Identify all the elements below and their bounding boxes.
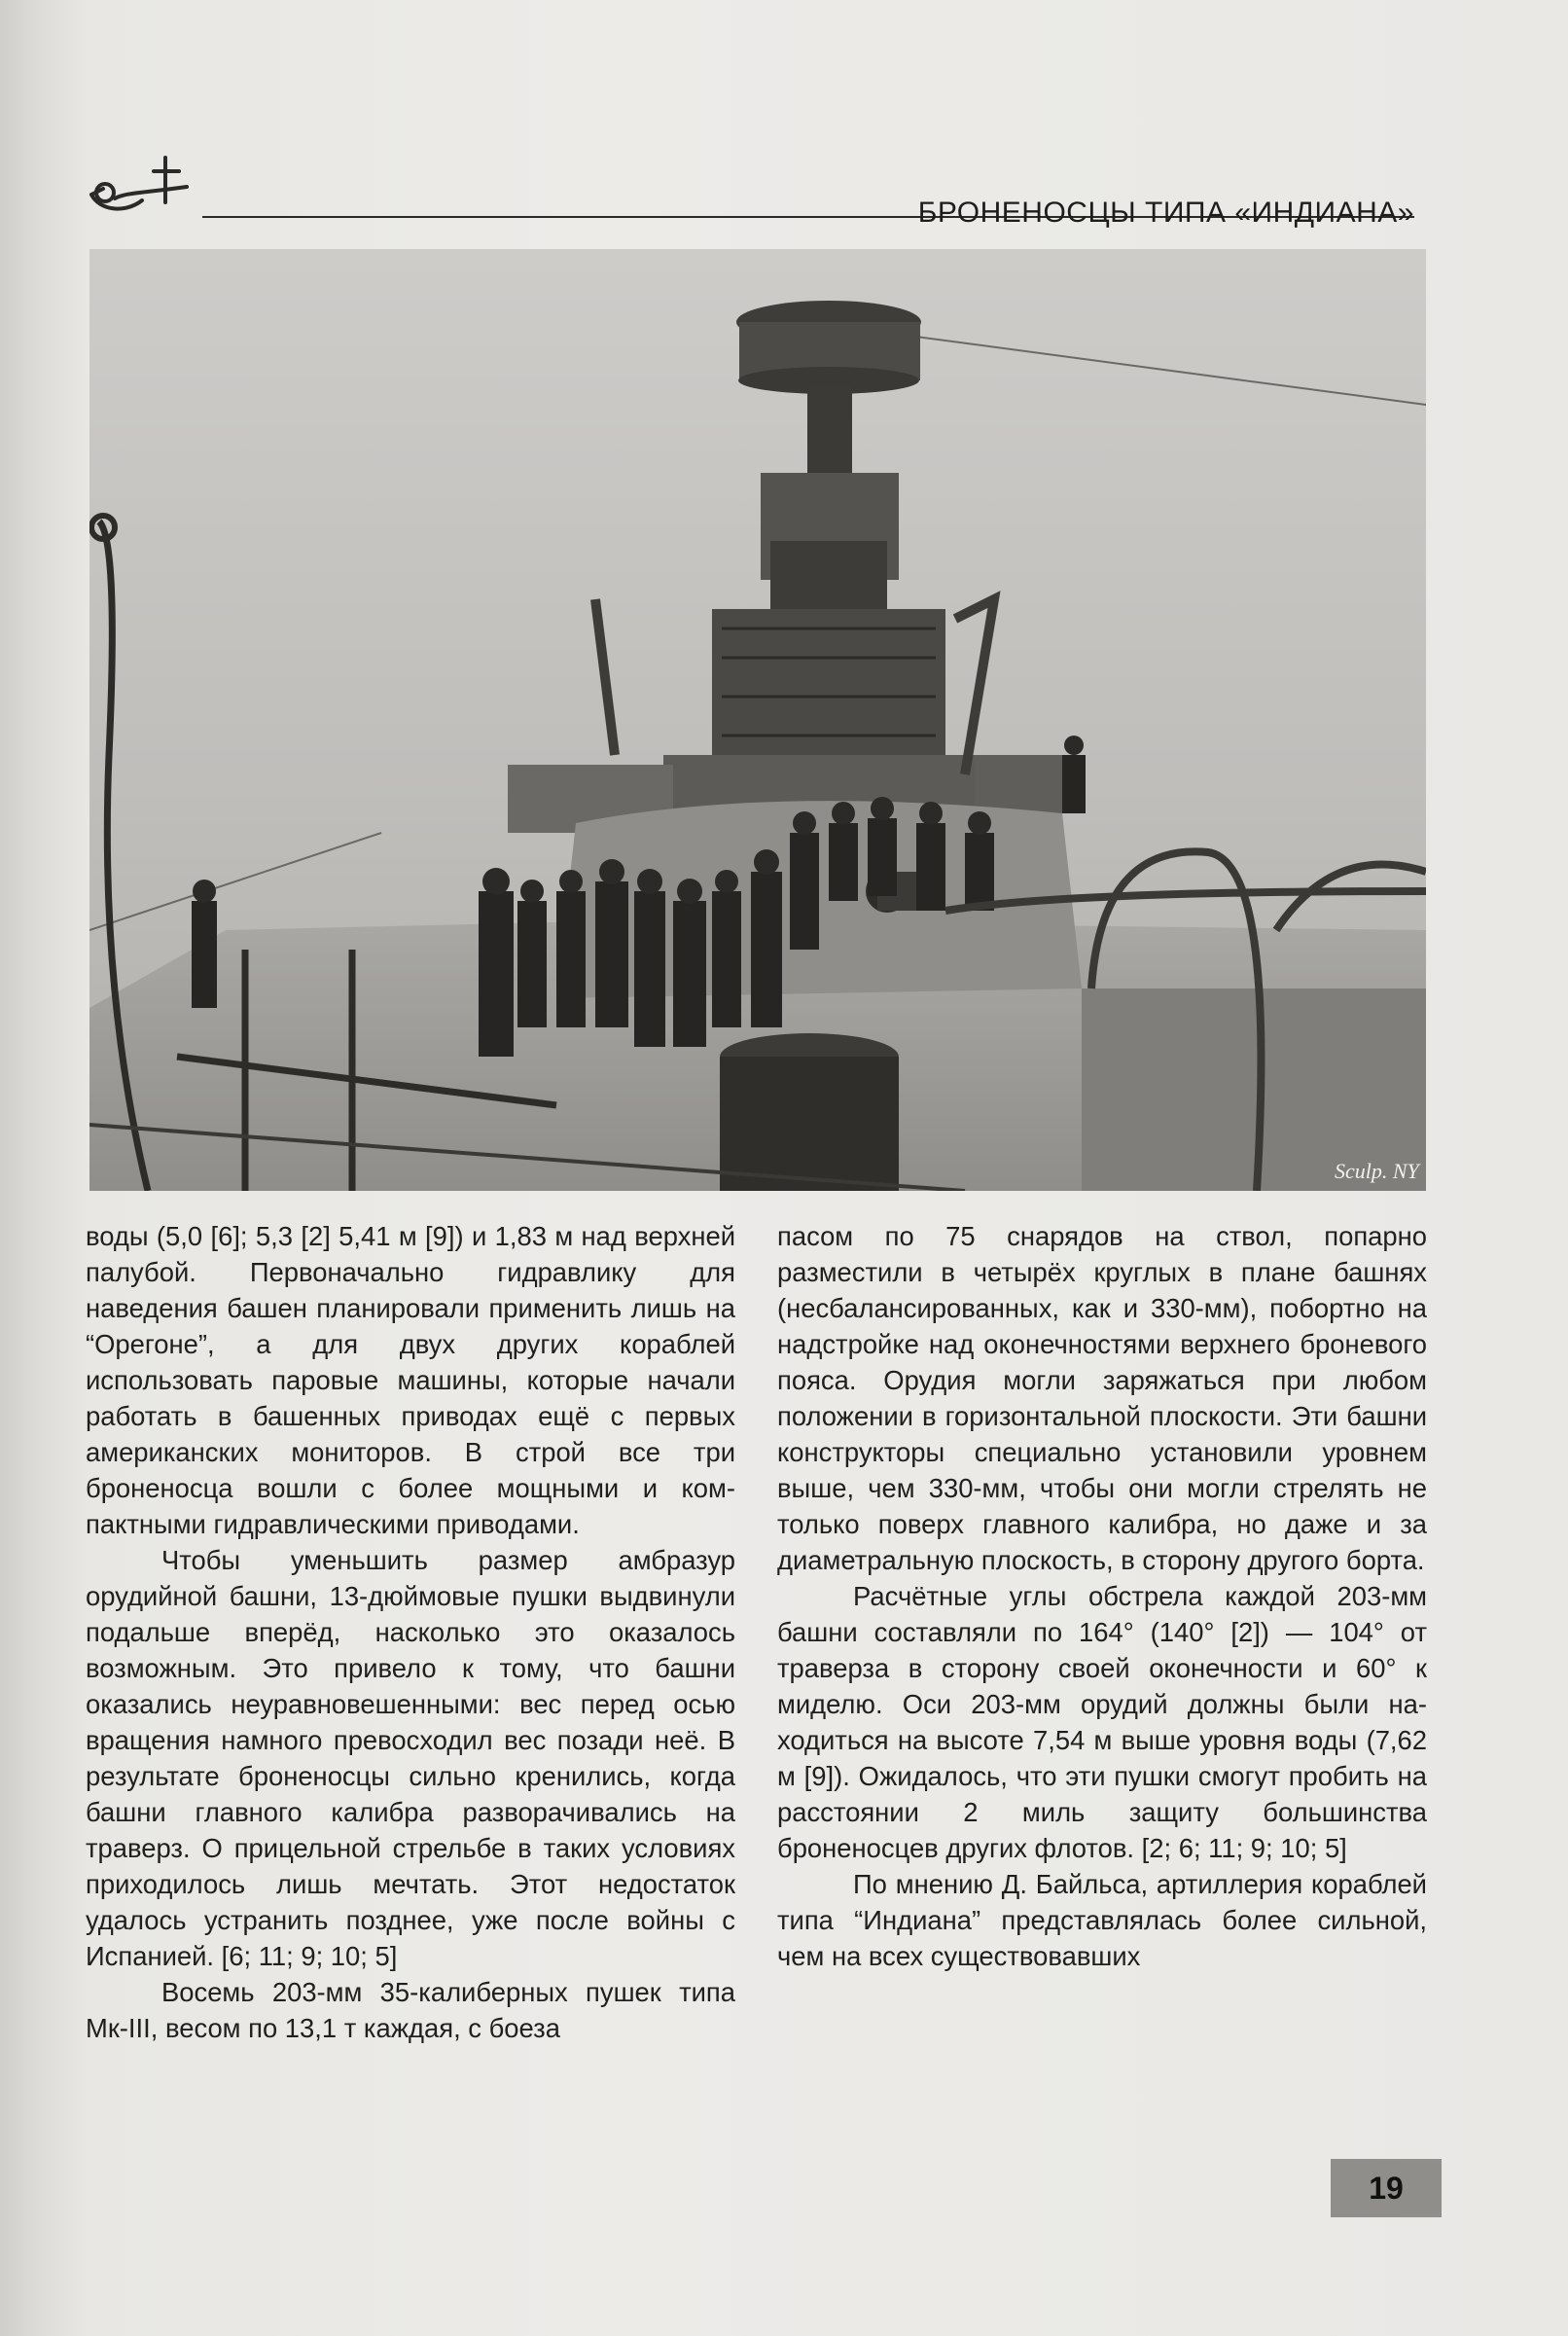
left-paragraph-2: Чтобы уменьшить размер амбразур орудийной башни, 13-дюймовые пушки выдвинули подальше вперёд, насколько это оказалось возможным. Это привело к тому, что башни оказались неуравновешенными: вес перед осью вращения намного превосходил вес позади неё. В результате броненосцы сильно кренились, когда башни главного калибра разворачивались на траверз. О прицельной стрельбе в таких условиях приходилось лишь мечтать. Этот недостаток удалось устранить позднее, уже после войны с Испанией. [6; 11; 9; 10; 5] xyxy=(86,1545,735,1971)
anchor-icon xyxy=(86,154,197,222)
battleship-deck-photo xyxy=(89,249,1426,1191)
right-paragraph-2: Расчётные углы обстрела каждой 203-мм башни составляли по 164° (140° [2]) — 104° от траверза в сторону своей оконечности и 60° к миделю. Оси 203-мм орудий должны были находиться на высоте 7,54 м выше уровня воды (7,62 м [9]). Ожидалось, что эти пушки смогут пробить на расстоянии 2 миль защиту большинства броненосцев других флотов. [2; 6; 11; 9; 10; 5] xyxy=(777,1581,1427,1863)
photo-signature: Sculp. NY xyxy=(1335,1159,1419,1183)
right-column xyxy=(777,1218,1427,1974)
left-column xyxy=(86,1218,735,2046)
right-paragraph-3: По мнению Д. Байльса, артиллерия кораблей типа “Индиана” представлялась более сильной, чем на всех существовавших xyxy=(777,1869,1427,1971)
running-title: БРОНЕНОСЦЫ ТИПА «ИНДИАНА» xyxy=(917,197,1414,229)
right-paragraph-1: пасом по 75 снарядов на ствол, попарно разместили в четырёх круглых в плане башнях (несбалансированных, как и 330-мм), побортно на надстройке над оконечностями верхнего броневого пояса. Орудия могли заряжаться при любом положении в горизонтальной плоскости. Эти башни конструкторы специально установили уровнем выше, чем 330-мм, чтобы они могли стрелять не только поверх главного калибра, но даже и за диаметральную плоскость, в сторону другого борта. xyxy=(777,1221,1427,1575)
left-paragraph-1: воды (5,0 [6]; 5,3 [2] 5,41 м [9]) и 1,83 м над верхней палубой. Первоначально гидравлику для наведения башен планировали применить лишь на “Орегоне”, а для двух других кораблей использовать паровые машины, которые начали работать в башенных приводах ещё с первых американских мониторов. В строй все три броненосца вошли с более мощными и компактными гидравлическими приводами. xyxy=(86,1221,735,1539)
left-paragraph-3: Восемь 203-мм 35-калиберных пушек типа Мк-III, весом по 13,1 т каждая, с боеза xyxy=(86,1977,735,2043)
page-number: 19 xyxy=(1331,2159,1442,2217)
